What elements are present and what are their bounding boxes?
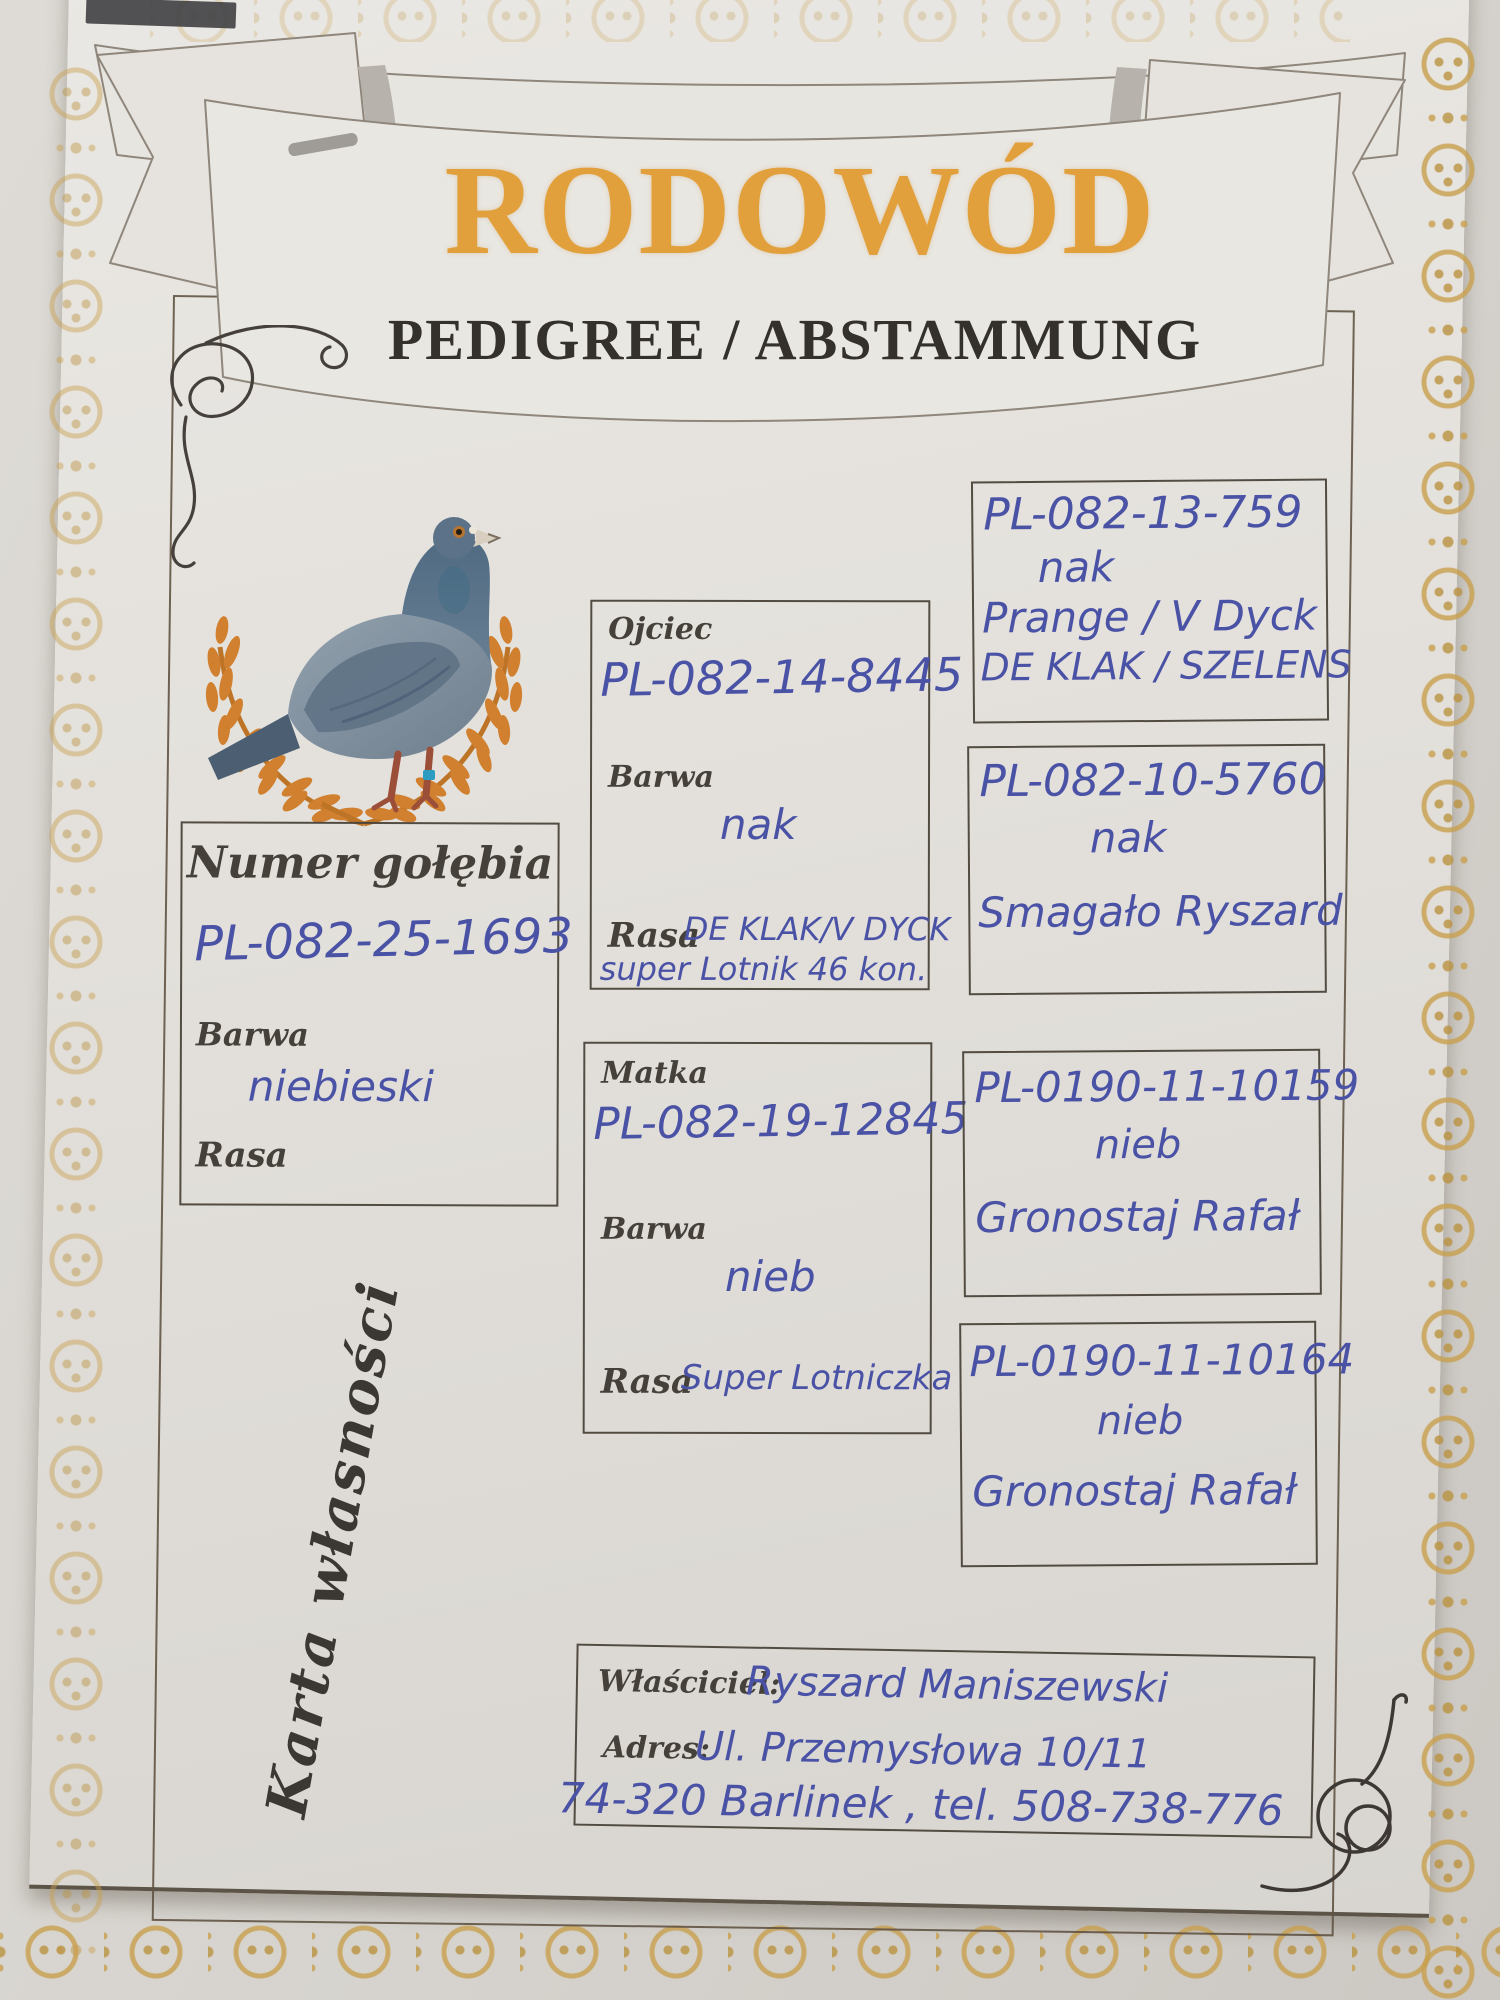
mother-breed-value: Super Lotniczka [680, 1357, 953, 1399]
owner-address: Ul. Przemysłowa 10/11 [694, 1723, 1152, 1778]
father-color-label: Barwa [608, 759, 714, 795]
grandparent-box-3 [962, 1049, 1360, 1297]
corner-flourish-top-left [146, 325, 351, 570]
owner-address-label: Adres: [602, 1730, 711, 1767]
bird-color-label: Barwa [195, 1015, 309, 1054]
father-color-value: nak [719, 799, 797, 850]
owner-address-line2: 74-320 Barlinek , tel. 508-738-776 [557, 1773, 1284, 1835]
grandparent-box-4 [959, 1321, 1355, 1567]
bird-info-box [179, 821, 574, 1206]
father-breed-label: Rasa [607, 915, 701, 956]
bird-breed-label: Rasa [195, 1135, 288, 1176]
grandparent-2-line1: Smagało Ryszard [978, 885, 1343, 938]
mother-color-value: nieb [724, 1251, 816, 1302]
grandparent-2-color: nak [1089, 812, 1167, 863]
grandparent-1-line2: DE KLAK / SZELENS [980, 642, 1352, 690]
mother-color-label: Barwa [600, 1211, 707, 1247]
grandparent-4-color: nieb [1096, 1397, 1184, 1445]
grandparent-box-1 [971, 478, 1352, 723]
father-box [590, 600, 964, 991]
father-label: Ojciec [608, 611, 713, 647]
bird-color-value: niebieski [247, 1061, 435, 1112]
bird-section-title: Numer gołębia [186, 837, 554, 890]
grandparent-4-ring-number: PL-0190-11-10164 [969, 1334, 1355, 1387]
father-ring-number: PL-082-14-8445 [599, 647, 964, 707]
owner-name: Ryszard Maniszewski [745, 1658, 1169, 1712]
certificate-title: RODOWÓD [444, 139, 1156, 281]
grandparent-2-ring-number: PL-082-10-5760 [979, 753, 1327, 808]
owner-label: Właściciel: [597, 1663, 781, 1703]
grandparent-3-color: nieb [1094, 1121, 1182, 1169]
grandparent-1-ring-number: PL-082-13-759 [983, 486, 1303, 541]
grandparent-3-ring-number: PL-0190-11-10159 [974, 1060, 1360, 1113]
mother-ring-number: PL-082-19-12845 [592, 1093, 969, 1150]
ownership-card-text: Karta własności [253, 1275, 413, 1822]
mother-breed-label: Rasa [600, 1361, 694, 1402]
father-breed-value-line2: super Lotnik 46 kon. [599, 949, 928, 989]
father-breed-value: DE KLAK/V DYCK [683, 909, 951, 949]
grandparent-4-line1: Gronostaj Rafał [972, 1464, 1297, 1517]
grandparent-box-2 [967, 744, 1343, 995]
owner-box [557, 1644, 1315, 1839]
grandparent-1-line1: Prange / V Dyck [981, 590, 1318, 643]
mother-label: Matka [601, 1055, 709, 1091]
mother-box [583, 1042, 969, 1435]
certificate-subtitle: PEDIGREE / ABSTAMMUNG [387, 307, 1203, 372]
grandparent-3-line1: Gronostaj Rafał [975, 1190, 1300, 1243]
corner-flourish-bottom-right [1242, 1688, 1417, 1893]
bird-ring-number: PL-082-25-1693 [193, 907, 574, 973]
grandparent-1-color: nak [1037, 542, 1115, 592]
